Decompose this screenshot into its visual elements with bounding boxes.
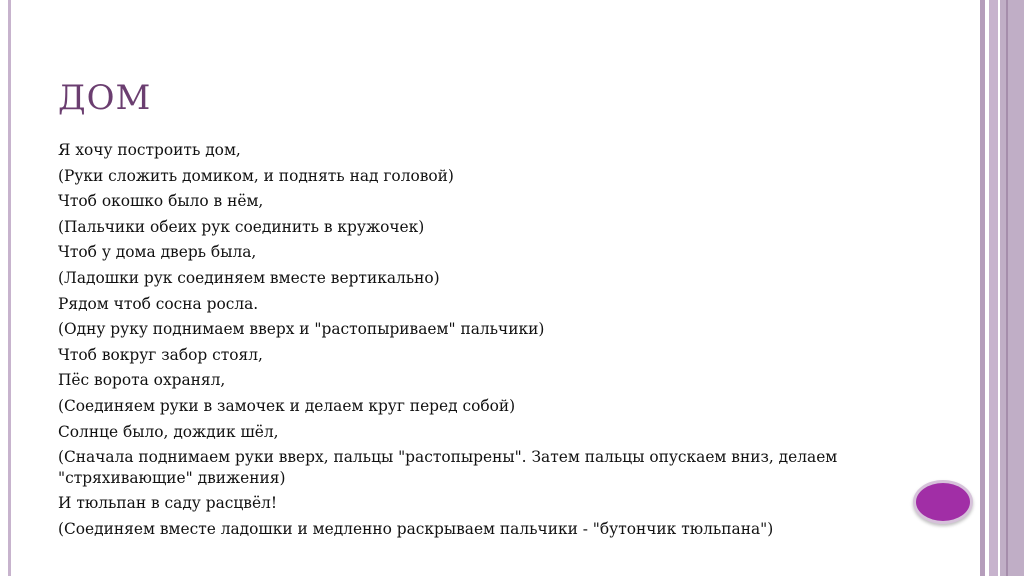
text-line: Чтоб вокруг забор стоял,	[58, 345, 263, 364]
text-line: Я хочу построить дом,	[58, 141, 241, 159]
decorative-circle-button[interactable]	[913, 480, 973, 524]
text-line: Чтоб окошко было в нём,	[58, 192, 264, 211]
text-line: (Одну руку поднимаем вверх и "растопыриваем" пальчики)	[58, 320, 545, 339]
text-line: (Ладошки рук соединяем вместе вертикально)	[58, 268, 440, 287]
text-line: (Соединяем вместе ладошки и медленно раскрываем пальчики - "бутончик тюльпана")	[58, 519, 774, 538]
text-line: Рядом чтоб сосна росла.	[58, 294, 259, 313]
slide-title: ДОМ	[58, 78, 152, 118]
text-line: (Руки сложить домиком, и поднять над головой)	[58, 166, 454, 185]
slide-body-text	[58, 138, 918, 542]
text-line: Солнце было, дождик шёл,	[58, 422, 279, 441]
text-line: (Пальчики обеих рук соединить в кружочек)	[58, 217, 425, 236]
text-line: (Сначала поднимаем руки вверх, пальцы "растопырены". Затем пальцы опускаем вниз, делаем "стряхивающие" движения)	[58, 448, 838, 488]
left-border-line	[8, 0, 11, 576]
right-decor-line	[1006, 0, 1008, 576]
text-line: Чтоб у дома дверь была,	[58, 243, 257, 262]
right-decor-band	[980, 0, 985, 576]
text-line: И тюльпан в саду расцвёл!	[58, 494, 278, 513]
text-line: (Соединяем руки в замочек и делаем круг перед собой)	[58, 396, 516, 415]
right-decor-band	[1000, 0, 1024, 576]
right-decor-band	[989, 0, 998, 576]
text-line: Пёс ворота охранял,	[58, 371, 226, 390]
